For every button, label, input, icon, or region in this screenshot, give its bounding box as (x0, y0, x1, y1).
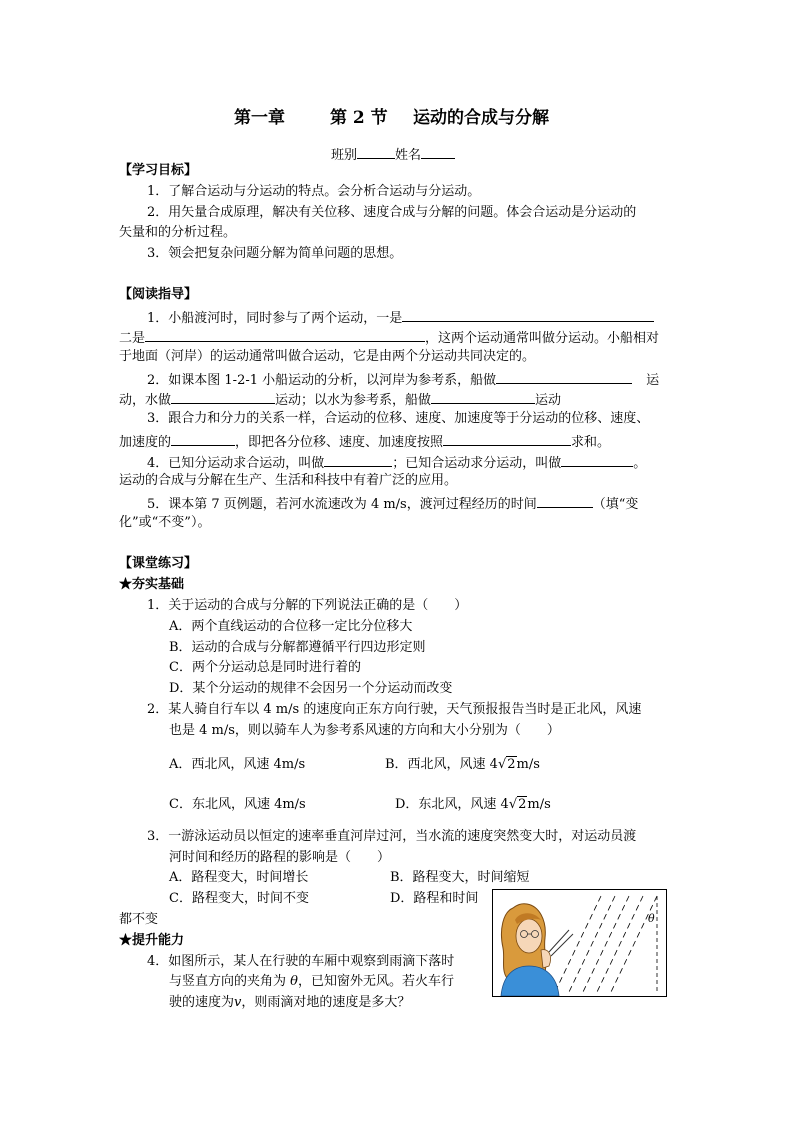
section-label: 第 2 节 (330, 108, 388, 128)
class-blank[interactable] (357, 145, 395, 159)
reading-q4-line2: 运动的合成与分解在生产、生活和科技中有着广泛的应用。 (119, 473, 458, 488)
sqrt-symbol: √2 (508, 797, 527, 812)
basic-heading: ★夯实基础 (119, 577, 185, 592)
person-icon (501, 904, 573, 996)
answer-blank[interactable] (324, 453, 392, 467)
answer-blank[interactable] (145, 328, 425, 342)
practice-q1-option-d[interactable]: D．某个分运动的规律不会因另一个分运动而改变 (169, 681, 453, 696)
goal-item-2: 2．用矢量合成原理，解决有关位移、速度合成与分解的问题。体会合运动是分运动的 (147, 205, 637, 220)
practice-q1-option-c[interactable]: C．两个分运动总是同时进行着的 (169, 660, 361, 675)
answer-blank[interactable] (537, 494, 593, 508)
practice-q3-option-d-cont: 都不变 (119, 912, 159, 927)
answer-blank[interactable] (561, 453, 633, 467)
reading-q5-line2: 化”或“不变”）。 (119, 515, 211, 530)
practice-q3-option-b[interactable]: B．路程变大，时间缩短 (390, 870, 530, 885)
answer-blank[interactable] (496, 370, 632, 384)
name-label: 姓名 (395, 148, 422, 163)
reading-q1-line1: 1．小船渡河时，同时参与了两个运动，一是 (147, 308, 654, 327)
reading-q5-line1: 5．课本第 7 页例题，若河水流速改为 4 m/s，渡河过程经历的时间 （填“变 (147, 494, 638, 513)
rain-figure (492, 889, 667, 997)
practice-q2-option-d[interactable]: D．东北风，风速 4√2m/s (395, 797, 551, 812)
reading-q1-line3: 于地面（河岸）的运动通常叫做合运动，它是由两个分运动共同决定的。 (119, 349, 536, 364)
practice-q3-option-d[interactable]: D．路程和时间 (390, 891, 479, 906)
rain-line (597, 896, 643, 992)
goal-item-1: 1．了解合运动与分运动的特点。会分析合运动与分运动。 (147, 184, 481, 199)
page-title: 运动的合成与分解 (413, 108, 549, 128)
practice-q3-stem-1: 3．一游泳运动员以恒定的速率垂直河岸过河，当水流的速度突然变大时，对运动员渡 (147, 829, 637, 844)
practice-q1-stem: 1．关于运动的合成与分解的下列说法正确的是（ ） (147, 598, 468, 613)
practice-heading: 【课堂练习】 (119, 556, 198, 571)
reading-q2-line2: 动，水做 运动；以水为参考系，船做 运动 (119, 390, 561, 409)
practice-q4-line-2: 与竖直方向的夹角为 θ，已知窗外无风。若火车行 (169, 974, 454, 989)
practice-q2-stem-1: 2．某人骑自行车以 4 m/s 的速度向正东方向行驶，天气预报报告当时是正北风，风速 (147, 702, 642, 717)
practice-q2-stem-2: 也是 4 m/s，则以骑车人为参考系风速的方向和大小分别为（ ） (169, 723, 560, 738)
answer-blank[interactable] (443, 432, 571, 446)
practice-q2-option-c[interactable]: C．东北风，风速 4m/s (169, 797, 306, 812)
rain-line (611, 896, 657, 992)
class-label: 班别 (331, 148, 358, 163)
rain-line (555, 896, 601, 992)
practice-q2-option-b[interactable]: B．西北风，风速 4√2m/s (385, 757, 540, 772)
reading-q1-line2: 二是 ，这两个运动通常叫做分运动。小船相对 (119, 328, 659, 347)
class-name-line (331, 145, 455, 164)
answer-blank[interactable] (171, 390, 275, 404)
rain-line (583, 896, 629, 992)
answer-blank[interactable] (402, 308, 654, 322)
velocity-symbol: v (234, 995, 242, 1010)
reading-q4-line1: 4．已知分运动求合运动，叫做 ；已知合运动求分运动，叫做 。 (147, 453, 646, 472)
practice-q1-option-b[interactable]: B．运动的合成与分解都遵循平行四边形定则 (169, 640, 426, 655)
practice-q3-stem-2: 河时间和经历的路程的影响是（ ） (169, 850, 391, 865)
reading-q2-line1: 2．如课本图 1-2-1 小船运动的分析，以河岸为参考系，船做 运 (147, 370, 659, 389)
chapter-label: 第一章 (234, 108, 285, 128)
theta-label: θ (648, 912, 655, 925)
practice-q4-line-3: 驶的速度为v，则雨滴对地的速度是多大？ (169, 995, 411, 1010)
goal-item-3: 3．领会把复杂问题分解为简单问题的思想。 (147, 246, 403, 261)
ability-heading: ★提升能力 (119, 933, 185, 948)
reading-q3-line1: 3．跟合力和分力的关系一样，合运动的位移、速度、加速度等于分运动的位移、速度、 (147, 411, 650, 426)
practice-q3-option-a[interactable]: A．路程变大，时间增长 (169, 870, 309, 885)
sqrt-symbol: √2 (497, 757, 516, 772)
theta-symbol: θ (290, 974, 298, 989)
practice-q3-option-c[interactable]: C．路程变大，时间不变 (169, 891, 309, 906)
goal-item-2-cont: 矢量和的分析过程。 (119, 225, 237, 240)
reading-q3-line2: 加速度的 ，即把各分位移、速度、加速度按照 求和。 (119, 432, 610, 451)
reading-heading: 【阅读指导】 (119, 287, 198, 302)
rain-illustration (493, 890, 666, 996)
practice-q4-line-1: 4．如图所示，某人在行驶的车厢中观察到雨滴下落时 (147, 954, 455, 969)
practice-q2-option-a[interactable]: A．西北风，风速 4m/s (169, 757, 306, 772)
practice-q1-option-a[interactable]: A．两个直线运动的合位移一定比分位移大 (169, 619, 413, 634)
goals-heading: 【学习目标】 (119, 163, 198, 178)
answer-blank[interactable] (171, 432, 235, 446)
name-blank[interactable] (421, 145, 455, 159)
rain-line (569, 896, 615, 992)
answer-blank[interactable] (431, 390, 535, 404)
